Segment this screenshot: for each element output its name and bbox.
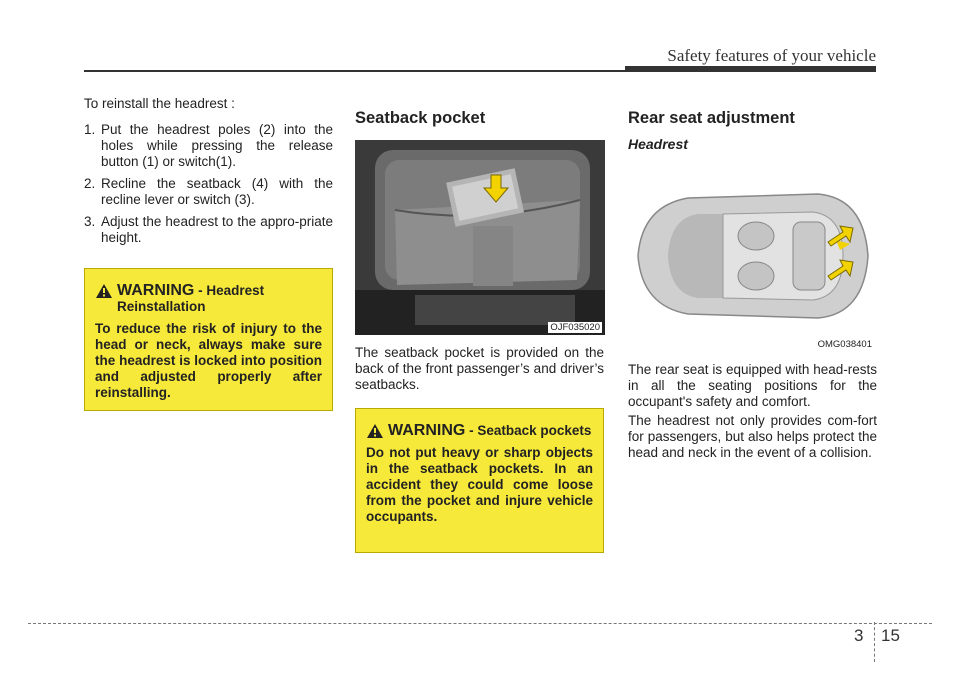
warning-box-seatback-pockets <box>355 408 604 553</box>
column-2 <box>355 96 604 136</box>
rear-seat-description: The rear seat is equipped with head-rests in all the seating positions for the occupant's safety and comfort. <box>628 362 877 409</box>
chapter-number: 3 <box>854 626 864 645</box>
car-top-view-illustration <box>628 156 877 352</box>
footer-rule <box>28 623 932 624</box>
header-title: Safety features of your vehicle <box>667 46 876 65</box>
reinstall-steps <box>84 122 333 246</box>
section-heading-seatback-pocket: Seatback pocket <box>355 109 486 127</box>
column-1 <box>84 96 333 252</box>
figure-code: OJF035020 <box>550 322 600 333</box>
rear-seat-headrest-figure <box>628 156 877 352</box>
header-bar <box>625 66 876 72</box>
step-text: Put the headrest poles (2) into the holes while pressing the release button (1) or switch(1). <box>101 122 333 169</box>
figure-code: OMG038401 <box>817 339 872 350</box>
step-item <box>84 122 333 170</box>
step-item <box>84 214 333 246</box>
seatback-pocket-figure <box>355 140 605 335</box>
step-text: Adjust the headrest to the appro-priate height. <box>101 214 333 245</box>
warning-word: WARNING <box>388 422 466 439</box>
headrest-protection-description: The headrest not only provides com-fort for passengers, but also helps protect the head and neck in the event of a collision. <box>628 413 877 460</box>
warning-subtitle: - Seatback pockets <box>469 423 592 438</box>
section-heading-rear-seat: Rear seat adjustment <box>628 109 795 127</box>
step-number: 2. <box>84 176 96 191</box>
warning-body: Do not put heavy or sharp objects in the seatback pockets. In an accident they could come loose from the pocket and injure vehicle occupants. <box>366 445 593 524</box>
warning-heading <box>95 283 322 315</box>
reinstall-intro: To reinstall the headrest : <box>84 96 235 111</box>
step-item <box>84 176 333 208</box>
seatback-pocket-illustration <box>355 140 605 335</box>
warning-box-headrest <box>84 268 333 411</box>
column-3 <box>628 96 877 160</box>
step-number: 3. <box>84 214 96 229</box>
warning-body: To reduce the risk of injury to the head or neck, always make sure the headrest is locked into position and adjusted properly after reinstalling. <box>95 321 322 400</box>
warning-subtitle: - Headrest Reinstallation <box>117 283 265 314</box>
warning-triangle-icon <box>95 283 113 303</box>
step-text: Recline the seatback (4) with the recline lever or switch (3). <box>101 176 333 207</box>
step-number: 1. <box>84 122 96 137</box>
seatback-pocket-description: The seatback pocket is provided on the back of the front passenger’s and driver’s seatbacks. <box>355 345 604 392</box>
warning-triangle-icon <box>366 423 384 443</box>
warning-heading <box>366 423 593 439</box>
header-rule <box>84 70 625 72</box>
subheading-headrest: Headrest <box>628 136 688 152</box>
warning-word: WARNING <box>117 282 195 299</box>
page-number-separator <box>874 622 875 662</box>
page-number: 15 <box>881 626 900 645</box>
